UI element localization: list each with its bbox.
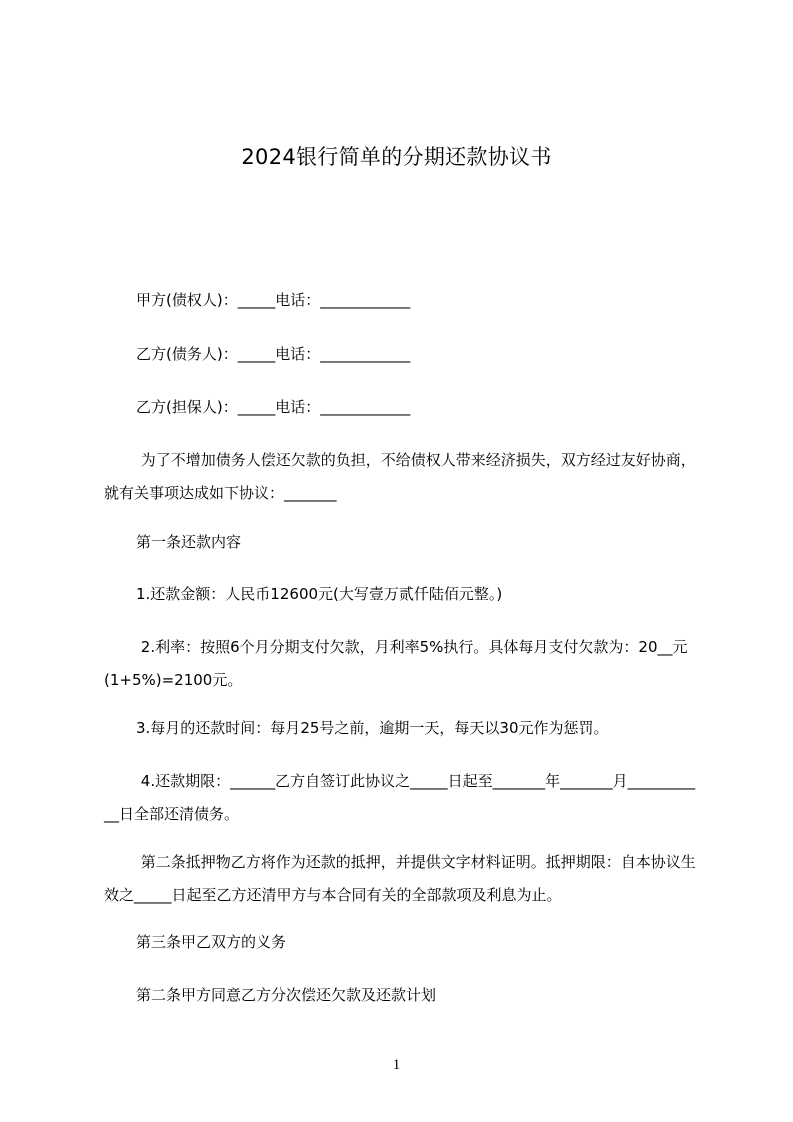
- party-a-line: 甲方(债权人)：_____电话：____________: [136, 291, 411, 309]
- monthly-repayment-time-clause: 3.每月的还款时间：每月25号之前，逾期一天，每天以30元作为惩罚。: [136, 719, 609, 737]
- repayment-amount-clause: 1.还款金额：人民币12600元(大写壹万贰仟陆佰元整。): [136, 585, 503, 603]
- article-2-collateral-paragraph: 第二条抵押物乙方将作为还款的抵押，并提供文字材料证明。抵押期限：自本协议生效之_____日起至乙方还清甲方与本合同有关的全部款项及利息为止。: [104, 853, 696, 904]
- interest-rate-clause: 2.利率：按照6个月分期支付欠款，月利率5%执行。具体每月支付欠款为：20__元(1+5%)=2100元。: [104, 638, 688, 689]
- party-b-guarantor-line: 乙方(担保人)：_____电话：____________: [136, 398, 411, 416]
- article-1-heading: 第一条还款内容: [136, 533, 242, 551]
- page-number: 1: [392, 1057, 401, 1073]
- repayment-plan-heading: 第二条甲方同意乙方分次偿还欠款及还款计划: [136, 986, 437, 1004]
- document-title: 2024银行简单的分期还款协议书: [241, 145, 552, 169]
- party-b-debtor-line: 乙方(债务人)：_____电话：____________: [136, 345, 411, 363]
- article-3-heading: 第三条甲乙双方的义务: [136, 933, 287, 951]
- preamble-paragraph: 为了不增加债务人偿还欠款的负担，不给债权人带来经济损失，双方经过友好协商，就有关事项达成如下协议：_______: [104, 451, 696, 502]
- repayment-term-clause: 4.还款期限：______乙方自签订此协议之_____日起至_______年_______月___________日全部还清债务。: [104, 772, 696, 823]
